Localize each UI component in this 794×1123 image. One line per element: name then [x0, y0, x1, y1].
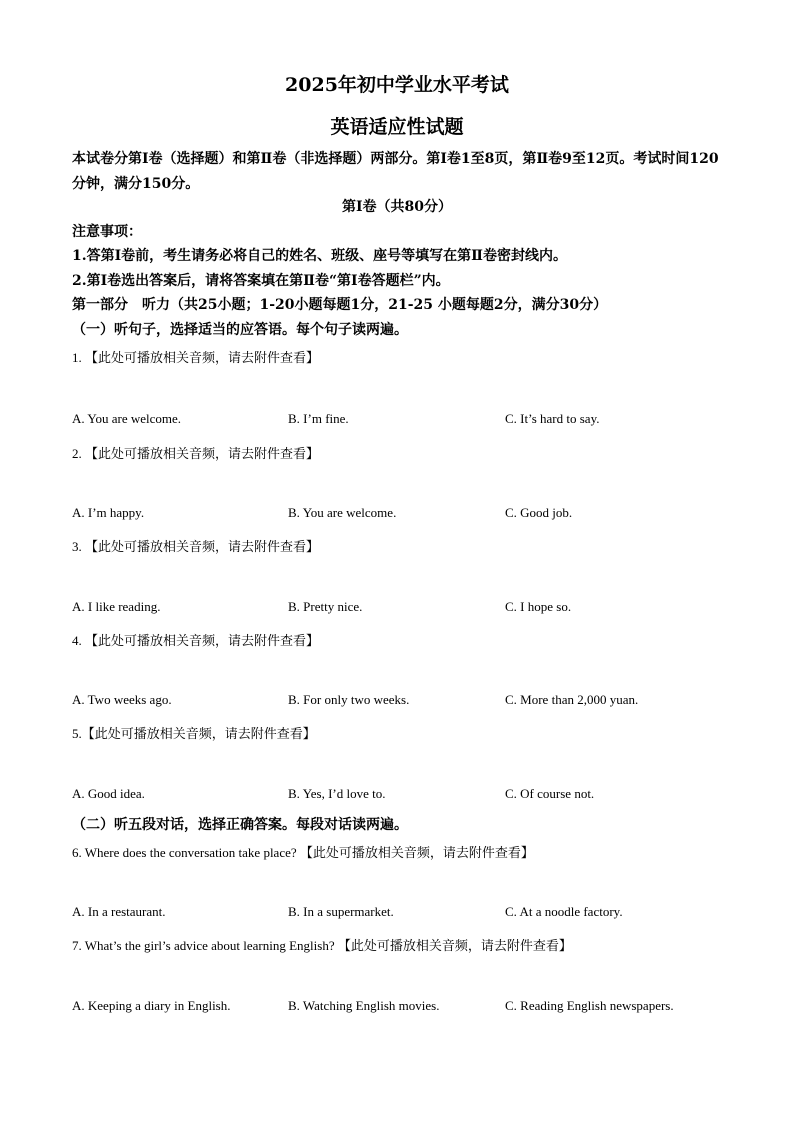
- option-c: C. Of course not.: [505, 786, 595, 801]
- option-b: B. Yes, I’d love to.: [288, 786, 386, 801]
- option-b: B. Pretty nice.: [288, 599, 363, 614]
- option-a: A. I like reading.: [72, 599, 161, 614]
- exam-subtitle: 英语适应性试题: [330, 116, 464, 138]
- part-one-heading: 第一部分 听力（共25小题；1-20小题每题1分，21-25 小题每题2分，满分30分）: [72, 297, 608, 313]
- volume-one-heading: 第Ⅰ卷（共80分）: [341, 199, 453, 215]
- option-a: A. Keeping a diary in English.: [72, 998, 231, 1013]
- option-a: A. I’m happy.: [72, 505, 145, 520]
- option-c: C. It’s hard to say.: [505, 411, 600, 426]
- option-b: B. Watching English movies.: [288, 998, 440, 1013]
- option-c: C. Reading English newspapers.: [505, 998, 674, 1013]
- question-stem: 7. What’s the girl’s advice about learning English? 【此处可播放相关音频，请去附件查看】: [72, 938, 572, 953]
- option-b: B. For only two weeks.: [288, 692, 410, 707]
- note-item-1: 1.答第Ⅰ卷前，考生请务必将自己的姓名、班级、座号等填写在第Ⅱ卷密封线内。: [72, 248, 567, 264]
- option-a: A. Good idea.: [72, 786, 145, 801]
- option-a: A. Two weeks ago.: [72, 692, 172, 707]
- part-one-sub-2: （二）听五段对话，选择正确答案。每段对话读两遍。: [72, 817, 408, 833]
- intro-paragraph: 本试卷分第Ⅰ卷（选择题）和第Ⅱ卷（非选择题）两部分。第Ⅰ卷1至8页，第Ⅱ卷9至12页。考试时间120分钟，满分150分。: [72, 151, 719, 192]
- option-c: C. More than 2,000 yuan.: [505, 692, 639, 707]
- question-stem: 4. 【此处可播放相关音频，请去附件查看】: [72, 633, 320, 648]
- question-stem: 5.【此处可播放相关音频，请去附件查看】: [72, 726, 316, 741]
- exam-title: 2025年初中学业水平考试: [285, 74, 509, 96]
- notes-heading: 注意事项：: [72, 224, 142, 240]
- question-stem: 3. 【此处可播放相关音频，请去附件查看】: [72, 539, 320, 554]
- question-stem: 1. 【此处可播放相关音频，请去附件查看】: [72, 350, 320, 365]
- option-b: B. I’m fine.: [288, 411, 349, 426]
- note-item-2: 2.第Ⅰ卷选出答案后，请将答案填在第Ⅱ卷“第Ⅰ卷答题栏”内。: [72, 273, 450, 289]
- option-c: C. Good job.: [505, 505, 573, 520]
- part-one-sub-1: （一）听句子，选择适当的应答语。每个句子读两遍。: [72, 322, 408, 338]
- option-c: C. At a noodle factory.: [505, 904, 623, 919]
- option-b: B. In a supermarket.: [288, 904, 394, 919]
- question-stem: 2. 【此处可播放相关音频，请去附件查看】: [72, 446, 320, 461]
- option-b: B. You are welcome.: [288, 505, 397, 520]
- option-a: A. You are welcome.: [72, 411, 182, 426]
- option-a: A. In a restaurant.: [72, 904, 166, 919]
- question-stem: 6. Where does the conversation take place? 【此处可播放相关音频，请去附件查看】: [72, 845, 534, 860]
- option-c: C. I hope so.: [505, 599, 572, 614]
